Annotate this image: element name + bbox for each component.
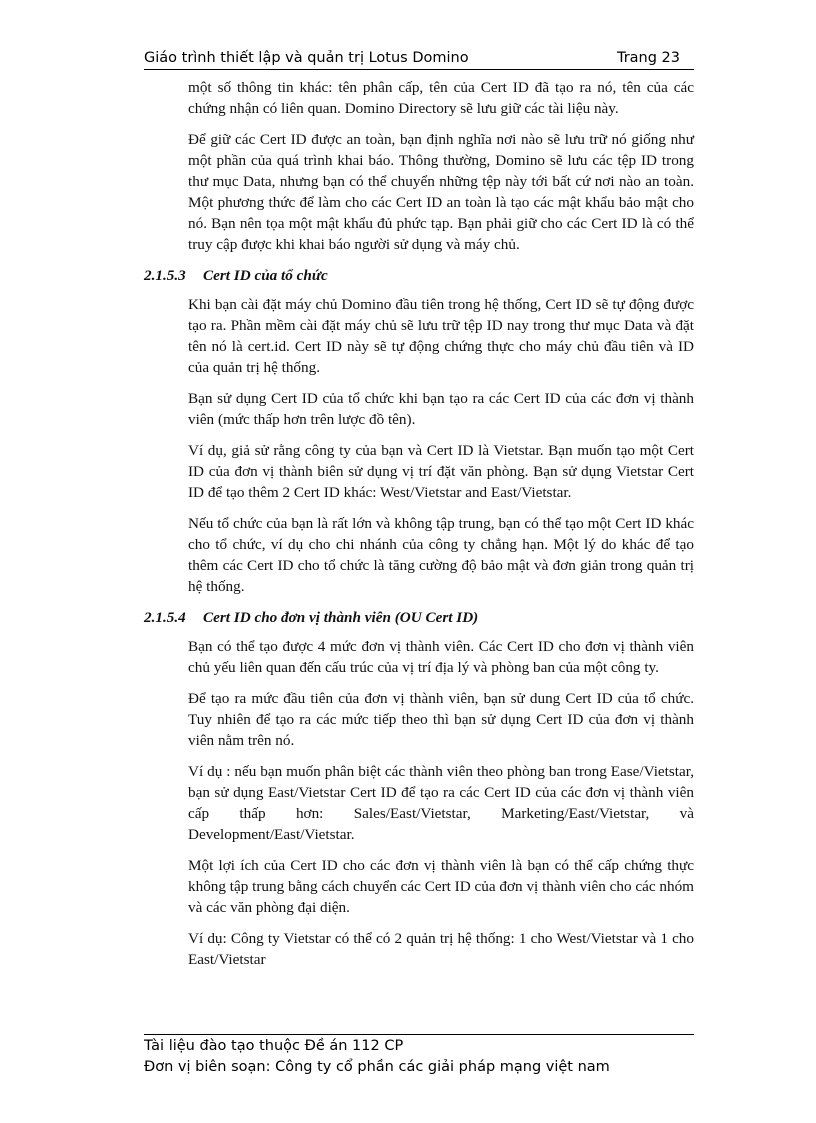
paragraph: một số thông tin khác: tên phân cấp, tên của Cert ID đã tạo ra nó, tên của các chứng nhận có liên quan. Domino Directory sẽ lưu giữ các tài liệu này. bbox=[188, 79, 694, 117]
header-title: Giáo trình thiết lập và quản trị Lotus Domino bbox=[144, 50, 469, 66]
section-heading bbox=[144, 265, 650, 286]
paragraph: Để giữ các Cert ID được an toàn, bạn định nghĩa nơi nào sẽ lưu trữ nó giống như một phần của quá trình khai báo. Thông thường, Domino sẽ lưu các tệp ID trong thư mục Data, nhưng bạn có thể chuyển những tệp này tới bất cứ nơi nào an toàn. Một phương thức để làm cho các Cert ID an toàn là tạo các mật khẩu bảo mật cho nó. Bạn nên tọa một mật khẩu đủ phức tạp. Bạn phải giữ cho các Cert ID là có thể truy cập được khi khai báo người sử dụng và máy chủ. bbox=[188, 131, 694, 253]
section-number: 2.1.5.3 bbox=[144, 267, 186, 284]
body-content bbox=[144, 77, 694, 980]
paragraph: Một lợi ích của Cert ID cho các đơn vị thành viên là bạn có thể cấp chứng thực không tập trung bằng cách chuyển các Cert ID của đơn vị thành viên cho các nhóm và các văn phòng đại diện. bbox=[188, 857, 694, 916]
paragraph: Ví dụ : nếu bạn muốn phân biệt các thành viên theo phòng ban trong Ease/Vietstar, bạn sử dụng East/Vietstar Cert ID để tạo ra các Cert ID của các đơn vị thành viên cấp thấp hơn: Sales/East/Vietstar, Marketing/East/Vietstar, và Development/East/Vietstar. bbox=[188, 763, 694, 843]
section-title: Cert ID của tổ chức bbox=[203, 267, 328, 284]
paragraph: Bạn có thể tạo được 4 mức đơn vị thành viên. Các Cert ID cho đơn vị thành viên chủ yếu liên quan đến cấu trúc của vị trí địa lý và phòng ban của một công ty. bbox=[188, 638, 694, 676]
footer-line-2: Đơn vị biên soạn: Công ty cổ phần các giải pháp mạng việt nam bbox=[144, 1059, 610, 1075]
header-page-number: Trang 23 bbox=[616, 50, 680, 66]
page-footer bbox=[144, 1034, 694, 1078]
paragraph: Nếu tổ chức của bạn là rất lớn và không tập trung, bạn có thể tạo một Cert ID khác cho tổ chức, ví dụ cho chi nhánh của công ty chẳng hạn. Một lý do khác để tạo thêm các Cert ID cho tổ chức là tăng cường độ bảo mật và đơn giản trong quản trị hệ thống. bbox=[188, 515, 694, 595]
section-title: Cert ID cho đơn vị thành viên (OU Cert ID) bbox=[203, 609, 479, 626]
page-header bbox=[144, 48, 694, 70]
paragraph: Ví dụ: Công ty Vietstar có thể có 2 quản trị hệ thống: 1 cho West/Vietstar và 1 cho East/Vietstar bbox=[188, 930, 694, 968]
paragraph: Bạn sử dụng Cert ID của tổ chức khi bạn tạo ra các Cert ID của các đơn vị thành viên (mức thấp hơn trên lược đồ tên). bbox=[188, 390, 694, 428]
footer-line-1: Tài liệu đào tạo thuộc Đề án 112 CP bbox=[144, 1038, 404, 1054]
paragraph: Khi bạn cài đặt máy chủ Domino đầu tiên trong hệ thống, Cert ID sẽ tự động được tạo ra. Phần mềm cài đặt máy chủ sẽ lưu trữ tệp ID nay trong thư mục Data và đặt tên nó là cert.id. Cert ID này sẽ tự động chứng thực cho máy chủ đầu tiên và ID của quản trị hệ thống. bbox=[188, 296, 694, 376]
paragraph: Để tạo ra mức đầu tiên của đơn vị thành viên, bạn sử dung Cert ID của tổ chức. Tuy nhiên để tạo ra các mức tiếp theo thì bạn sử dụng Cert ID của đơn vị thành viên nằm trên nó. bbox=[188, 690, 694, 749]
paragraph: Ví dụ, giả sử rằng công ty của bạn và Cert ID là Vietstar. Bạn muốn tạo một Cert ID của đơn vị thành biên sử dụng vị trí đặt văn phòng. Bạn sử dụng Vietstar Cert ID để tạo thêm 2 Cert ID khác: West/Vietstar and East/Vietstar. bbox=[188, 442, 694, 501]
section-number: 2.1.5.4 bbox=[144, 609, 186, 626]
section-heading bbox=[144, 607, 650, 628]
